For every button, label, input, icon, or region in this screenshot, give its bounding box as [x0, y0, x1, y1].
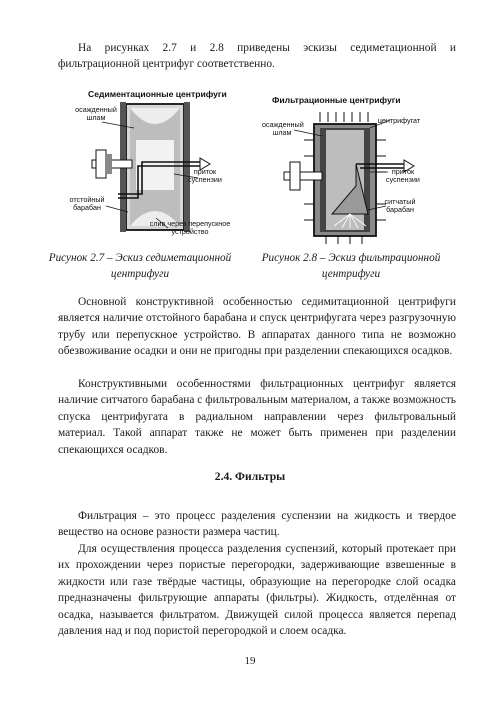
- page-number: 19: [244, 655, 256, 667]
- right-label-centrifugate: центрифугат: [377, 116, 421, 125]
- paragraph-filters: Для осуществления процесса разделения суспензий, который протекает при их прохождении через пористые перегородки, задерживающие взвешенные в жидкости или газе твёрдые частицы, образующие на перегородке слой осадка предназначены фильтрующие аппараты (фильтры). Жидкость, отделённая от осадка, называется фильтратом. Движущей силой процесса является перепад давления над и под пористой перегородкой и слоем осадка.: [58, 543, 456, 638]
- paragraph-sedimentation: Основной конструктивной особенностью седимитационной центрифуги является наличие отстойного барабана и спуск центрифугата через разгрузочную трубу или перепускное устройство. В аппаратах данного типа не возможно обезвоживание осадки и они не пригодны при разделении спекающихся осадков.: [58, 296, 456, 358]
- right-figure-caption: Рисунок 2.8 – Эскиз фильтрационной центрифуги: [261, 252, 441, 280]
- left-label-drum: отстойный барабан: [69, 195, 105, 212]
- paragraph-definition: Фильтрация – это процесс разделения суспензии на жидкость и твердое вещество на основе разности размера частиц.: [58, 510, 456, 539]
- intro-paragraph: На рисунках 2.7 и 2.8 приведены эскизы седиметационной и фильтрационной центрифуг соответственно.: [58, 42, 456, 71]
- paragraph-filtration: Конструктивными особенностями фильтрационных центрифуг является наличие ситчатого барабана с фильтровальным материалом, а также возможность спуска центрифугата в радиальном направлении через фильтровальный материал. Такой аппарат также не может быть применен при разделении спекающихся осадков.: [58, 378, 456, 456]
- right-figure-title: Фильтрационные центрифуги: [272, 95, 401, 105]
- left-figure-caption: Рисунок 2.7 – Эскиз седиметационной центрифуги: [48, 252, 232, 280]
- right-label-inflow: приток суспензии: [386, 167, 420, 184]
- left-label-inflow: приток суспензии: [188, 167, 222, 184]
- left-label-overflow: слив через перепускное устройство: [149, 219, 231, 236]
- right-label-drum: ситчатый барабан: [384, 197, 416, 214]
- right-label-sludge: осажденный шлам: [262, 120, 304, 137]
- left-label-sludge: осажденный шлам: [75, 105, 117, 122]
- section-heading: 2.4. Фильтры: [214, 470, 286, 483]
- left-figure-title: Седиментационные центрифуги: [88, 89, 227, 99]
